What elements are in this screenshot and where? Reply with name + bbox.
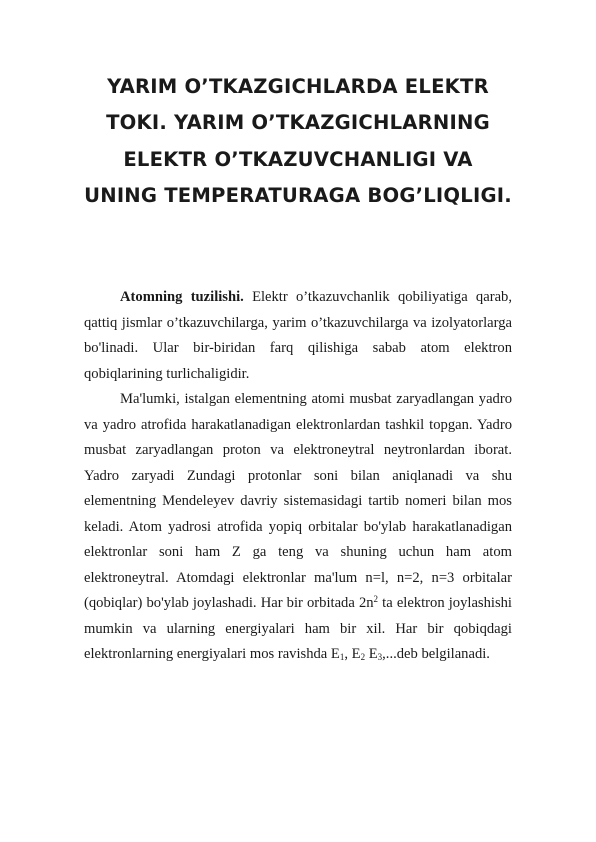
- document-body: [84, 285, 512, 668]
- subscript-1: 1: [339, 652, 345, 662]
- paragraph-text-c: , E: [344, 646, 361, 662]
- paragraph-text-d: E: [365, 646, 378, 662]
- paragraph-text-a: Ma'lumki, istalgan elementning atomi musbat zaryadlangan yadro va yadro atrofida harakatlanadigan elektronlardan tashkil topgan. Yadro musbat zaryadlangan proton va elektroneytral neytronlardan iborat. Yadro zaryadi Zundagi protonlar soni bilan aniqlanadi va shu elementning Mendeleyev davriy sistemasidagi tartib nomeri bilan mos keladi. Atom yadrosi atrofida yopiq orbitalar bo'ylab harakatlanadigan elektronlar soni ham Z ga teng va shuning uchun ham atom elektroneytral. Atomdagi elektronlar ma'lum n=l, n=2, n=3 orbitalar (qobiqlar) bo'ylab joylashadi. Har bir orbitada 2n: [84, 391, 512, 611]
- document-title: YARIM O’TKAZGICHLARDA ELEKTR TOKI. YARIM O’TKAZGICHLARNING ELEKTR O’TKAZUVCHANLIGI VA UNING TEMPERATURAGA BOG’LIQLIGI.: [84, 75, 512, 208]
- paragraph-atom-description: [84, 387, 512, 668]
- paragraph-lead: Atomning tuzilishi.: [120, 289, 244, 305]
- superscript-2: 2: [373, 594, 379, 604]
- paragraph-text-e: ,...deb belgilanadi.: [382, 646, 490, 662]
- subscript-2: 2: [360, 652, 366, 662]
- paragraph-text-b: ta elektron joylashishi mumkin va ularning energiyalari ham bir xil. Har bir qobiqdagi elektronlarning energiyalari mos ravishda E: [84, 595, 512, 662]
- paragraph-atom-structure: [84, 285, 512, 387]
- subscript-3: 3: [377, 652, 383, 662]
- paragraph-text: Elektr o’tkazuvchanlik qobiliyatiga qarab, qattiq jismlar o’tkazuvchilarga, yarim o’tkazuvchilarga va izolyatorlarga bo'linadi. Ular bir-biridan farq qilishiga sabab atom elektron qobiqlarining turlichaligidir.: [84, 289, 512, 382]
